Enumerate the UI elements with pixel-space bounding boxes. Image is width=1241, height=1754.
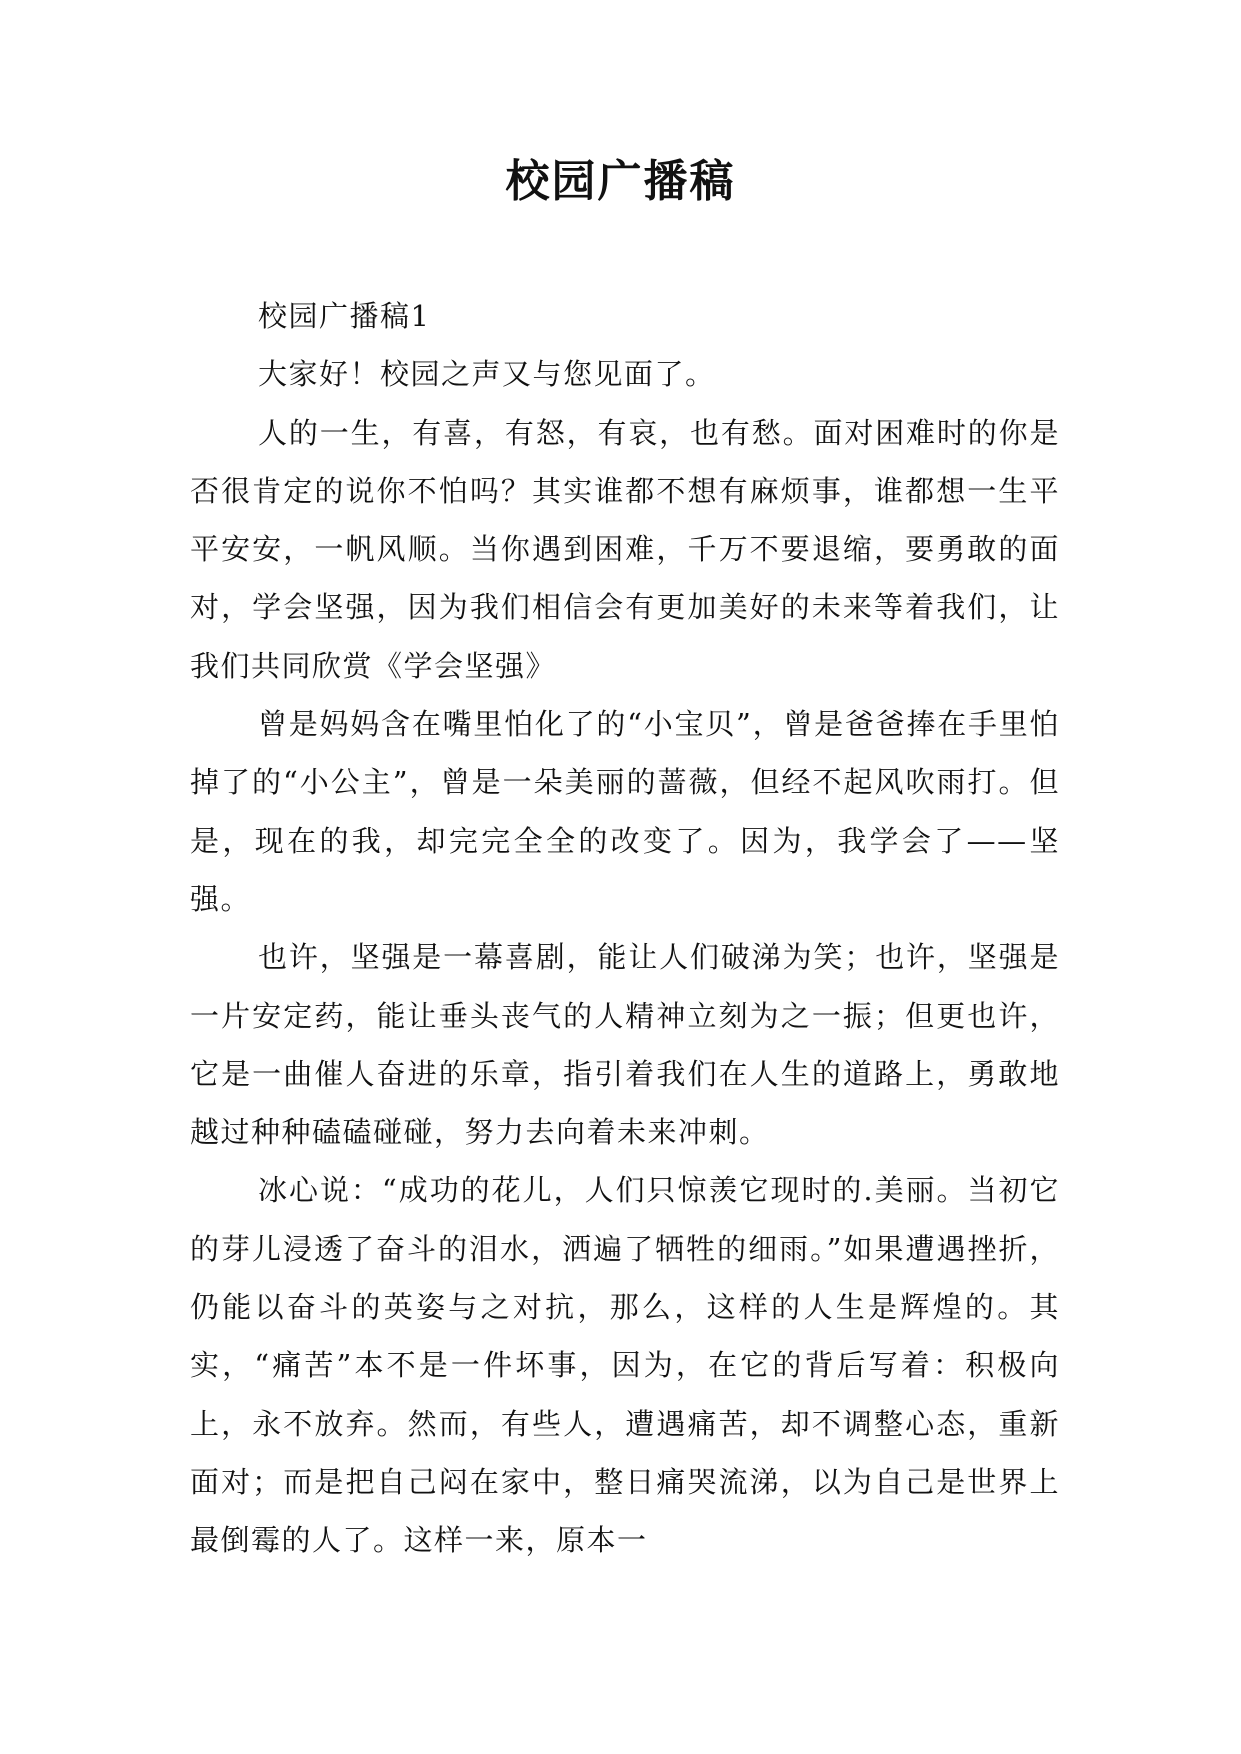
paragraph: 曾是妈妈含在嘴里怕化了的“小宝贝”，曾是爸爸捧在手里怕掉了的“小公主”，曾是一朵美丽的蔷薇，但经不起风吹雨打。但是，现在的我，却完完全全的改变了。因为，我学会了——坚强。 (190, 707, 1060, 916)
paragraph: 冰心说：“成功的花儿，人们只惊羡它现时的.美丽。当初它的芽儿浸透了奋斗的泪水，洒遍了牺牲的细雨。”如果遭遇挫折，仍能以奋斗的英姿与之对抗，那么，这样的人生是辉煌的。其实，“痛苦”本不是一件坏事，因为，在它的背后写着：积极向上，永不放弃。然而，有些人，遭遇痛苦，却不调整心态，重新面对；而是把自己闷在家中，整日痛哭流涕，以为自己是世界上最倒霉的人了。这样一来，原本一 (190, 1173, 1060, 1558)
paragraph-greeting: 大家好！校园之声又与您见面了。 (258, 357, 716, 392)
paragraph-heading: 校园广播稿1 (258, 299, 431, 333)
document-title: 校园广播稿 (505, 156, 736, 207)
document-body (190, 287, 1060, 1570)
paragraph: 也许，坚强是一幕喜剧，能让人们破涕为笑；也许，坚强是一片安定药，能让垂头丧气的人精神立刻为之一振；但更也许，它是一曲催人奋进的乐章，指引着我们在人生的道路上，勇敢地越过种种磕磕碰碰，努力去向着未来冲刺。 (190, 940, 1060, 1150)
paragraph: 人的一生，有喜，有怒，有哀，也有愁。面对困难时的你是否很肯定的说你不怕吗？其实谁都不想有麻烦事，谁都想一生平平安安，一帆风顺。当你遇到困难，千万不要退缩，要勇敢的面对，学会坚强，因为我们相信会有更加美好的未来等着我们，让我们共同欣赏《学会坚强》 (190, 415, 1060, 683)
